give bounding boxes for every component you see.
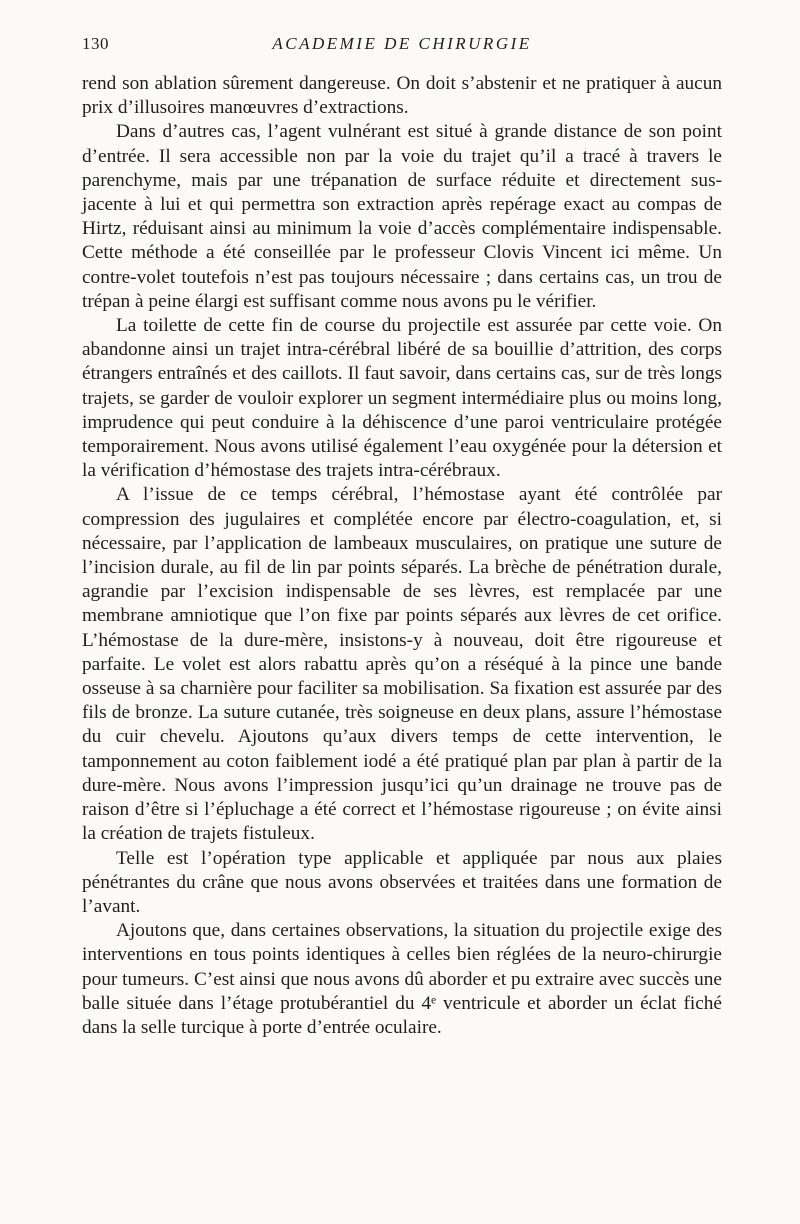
paragraph-5: Telle est l’opération type applicable et appliquée par nous aux plaies pénétrantes du crâne que nous avons observées et traitées dans une formation de l’avant.	[82, 847, 722, 917]
page-number: 130	[82, 34, 109, 53]
page-header	[82, 34, 722, 56]
paragraph-1: rend son ablation sûrement dangereuse. On doit s’abstenir et ne pratiquer à aucun prix d’illusoires manœuvres d’extractions.	[82, 73, 722, 119]
paragraph-3: La toilette de cette fin de course du projectile est assurée par cette voie. On abandonne ainsi un trajet intra-cérébral libéré de sa bouillie d’attrition, des corps étrangers entraînés et des caillots. Il faut savoir, dans certains cas, sur de très longs trajets, se garder de vouloir explorer un segment intermédiaire plus ou moins long, imprudence qui peut conduire à la déhiscence d’une paroi ventriculaire protégée temporairement. Nous avons utilisé également l’eau oxygénée pour la détersion et la vérification d’hémostase des trajets intra-cérébraux.	[82, 315, 722, 482]
paragraph-4: A l’issue de ce temps cérébral, l’hémostase ayant été contrôlée par compression des jugulaires et complétée encore par électro-coagulation, et, si nécessaire, par l’application de lambeaux musculaires, on pratique une suture de l’incision durale, au fil de lin par points séparés. La brèche de pénétration durale, agrandie par l’excision indispensable de ses lèvres, est remplacée par une membrane amniotique que l’on fixe par points séparés aux lèvres de cet orifice. L’hémostase de la dure-mère, insistons-y à nouveau, doit être rigoureuse et parfaite. Le volet est alors rabattu après qu’on a réséqué à la pince une bande osseuse à sa charnière pour faciliter sa mobilisation. Sa fixation est assurée par des fils de bronze. La suture cutanée, très soigneuse en deux plans, assure l’hémostase du cuir chevelu. Ajoutons qu’aux divers temps de cette intervention, le tamponnement au coton faiblement iodé a été pratiqué plan par plan à partir de la dure-mère. Nous avons l’impression jusqu’ici qu’un drainage ne trouve pas de raison d’être si l’épluchage a été correct et l’hémostase rigoureuse ; on évite ainsi la création de trajets fistuleux.	[82, 484, 722, 845]
paragraph-6: Ajoutons que, dans certaines observations, la situation du projectile exige des interventions en tous points identiques à celles bien réglées de la neuro-chirurgie pour tumeurs. C’est ainsi que nous avons dû aborder et pu extraire avec succès une balle située dans l’étage protubérantiel du 4ᵉ ventricule et aborder un éclat fiché dans la selle turcique à porte d’entrée oculaire.	[82, 920, 722, 1038]
paragraph-2: Dans d’autres cas, l’agent vulnérant est situé à grande distance de son point d’entrée. Il sera accessible non par la voie du trajet qu’il a tracé à travers le parenchyme, mais par une trépanation de surface réduite et directement sus-jacente à lui et qui permettra son extraction après repérage exact au compas de Hirtz, réduisant ainsi au minimum la voie d’accès complémentaire indispensable. Cette méthode a été conseillée par le professeur Clovis Vincent ici même. Un contre-volet toutefois n’est pas toujours nécessaire ; dans certains cas, un trou de trépan à peine élargi est suffisant comme nous avons pu le vérifier.	[82, 121, 722, 312]
body-text	[82, 72, 722, 1040]
running-title: ACADEMIE DE CHIRURGIE	[272, 34, 532, 53]
